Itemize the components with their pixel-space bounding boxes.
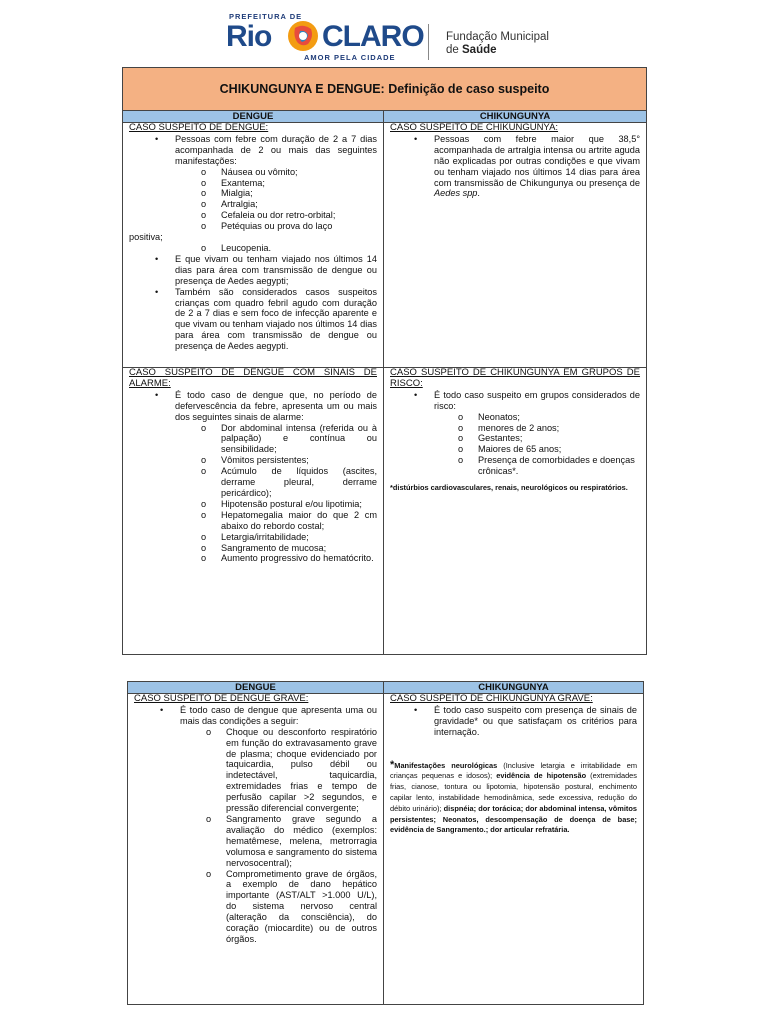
table-title: CHIKUNGUNYA E DENGUE: Definição de caso suspeito (123, 68, 647, 111)
dengue-severe-cell (128, 694, 384, 1005)
list-item: o Artralgia; (129, 199, 377, 210)
list-item: o Petéquias ou prova do laço (129, 221, 377, 232)
dengue-alarm-cell (123, 368, 384, 655)
risk-footnote: *distúrbios cardiovasculares, renais, neurológicos ou respiratórios. (390, 483, 628, 493)
list-item: o Sangramento grave segundo a avaliação do médico (exemplos: hematêmese, melena, metrorragia volumosa e sangramento do sistema nervosocentral); (134, 814, 377, 869)
logo-bubble-icon (286, 19, 320, 53)
list-item: • É todo caso suspeito em grupos considerados de risco: (390, 390, 640, 412)
list-item: o Hipotensão postural e/ou lipotimia; (129, 499, 377, 510)
logo-header (226, 10, 556, 66)
column-header-dengue: DENGUE (128, 682, 384, 694)
chikungunya-severe-cell (384, 694, 644, 1005)
fundacao-line2: de Saúde (446, 44, 497, 56)
list-item: • É todo caso de dengue que, no período de defervescência da febre, apresenta um ou mais dos seguintes sinais de alarme: (129, 390, 377, 423)
list-item: o Leucopenia. (129, 243, 377, 254)
severe-case-table (127, 681, 644, 1005)
list-item: o Acúmulo de líquidos (ascites, derrame pleural, derrame pericárdico); (129, 466, 377, 499)
section-heading: CASO SUSPEITO DE CHIKUNGUNYA GRAVE: (390, 693, 593, 704)
definition-table (122, 67, 647, 655)
list-item: • E que vivam ou tenham viajado nos últimos 14 dias para área com transmissão de dengue ou presença de Aedes aegypti; (129, 254, 377, 287)
claro-text: CLARO (322, 20, 424, 53)
list-item: • É todo caso de dengue que apresenta uma ou mais das condições a seguir: (134, 705, 377, 727)
list-item: o Letargia/irritabilidade; (129, 532, 377, 543)
list-item: o Neonatos; (390, 412, 640, 423)
dengue-suspect-cell (123, 123, 384, 368)
list-item: o Aumento progressivo do hematócrito. (129, 553, 377, 564)
list-item: • Pessoas com febre maior que 38,5° acompanhada de artralgia intensa ou artrite aguda não explicadas por outras condições e que vivam ou tenham viajado nos últimos 14 dias para área com transmissão de Chikungunya ou presença de Aedes spp. (390, 134, 640, 199)
list-item: o Náusea ou vômito; (129, 167, 377, 178)
list-item: o Hepatomegalia maior do que 2 cm abaixo do rebordo costal; (129, 510, 377, 532)
list-item: o Comprometimento grave de órgãos, a exemplo de dano hepático importante (AST/ALT >1.000 U/L), do sistema nervoso central (alteração da consciência), do coração (miocardite) ou de outros órgãos. (134, 869, 377, 945)
chikungunya-risk-cell (384, 368, 647, 655)
logo-divider (428, 24, 429, 60)
chikungunya-suspect-cell (384, 123, 647, 368)
list-item: o Exantema; (129, 178, 377, 189)
list-item: • É todo caso suspeito com presença de sinais de gravidade* ou que satisfaçam os critérios para internação. (390, 705, 637, 738)
list-item-continuation: positiva; (129, 232, 163, 243)
list-item: o Sangramento de mucosa; (129, 543, 377, 554)
list-item: o menores de 2 anos; (390, 423, 640, 434)
list-item: • Também são considerados casos suspeitos crianças com quadro febril agudo com duração de 2 a 7 dias e sem foco de infecção aparente e que vivam ou tenham viajado nos últimos 14 dias para área com transmissão de dengue ou presença de Aedes aegypti. (129, 287, 377, 352)
section-heading: CASO SUSPEITO DE CHIKUNGUNYA: (390, 122, 559, 133)
section-heading: CASO SUSPEITO DE DENGUE GRAVE: (134, 693, 309, 704)
list-item: o Maiores de 65 anos; (390, 444, 640, 455)
prefeitura-text: PREFEITURA DE (229, 12, 303, 21)
section-heading: CASO SUSPEITO DE DENGUE COM SINAIS DE ALARME: (129, 367, 377, 389)
list-item: o Dor abdominal intensa (referida ou à palpação) e contínua ou sensibilidade; (129, 423, 377, 456)
list-item: o Gestantes; (390, 433, 640, 444)
fundacao-line1: Fundação Municipal (446, 31, 549, 43)
severity-footnote: *Manifestações neurológicas (Inclusive letargia e irritabilidade em crianças pequenas e idosos); evidência de hipotensão (extremidades frias, cianose, tontura ou lipotomia, hipotensão postural, enchimento capilar lento, instabilidade hemodinâmica, sede excessiva, redução do débito urinário); dispnéia; dor torácica; dor abdominal intensa, vômitos persistentes; Neonatos, descompensação de doença de base; evidência de Sangramento.; dor articular refratária. (390, 758, 637, 835)
rio-text: Rio (226, 20, 272, 53)
slogan-text: AMOR PELA CIDADE (304, 53, 396, 62)
section-heading: CASO SUSPEITO DE DENGUE: (129, 122, 269, 133)
list-item: o Presença de comorbidades e doenças crônicas*. (390, 455, 640, 477)
section-heading: CASO SUSPEITO DE CHIKUNGUNYA EM GRUPOS DE RISCO: (390, 367, 641, 389)
column-header-chikungunya: CHIKUNGUNYA (384, 682, 644, 694)
column-header-chikungunya: CHIKUNGUNYA (384, 111, 647, 123)
list-item: o Cefaleia ou dor retro-orbital; (129, 210, 377, 221)
list-item: • Pessoas com febre com duração de 2 a 7 dias acompanhada de 2 ou mais das seguintes manifestações: (129, 134, 377, 167)
list-item: o Vômitos persistentes; (129, 455, 377, 466)
column-header-dengue: DENGUE (123, 111, 384, 123)
list-item: o Choque ou desconforto respiratório em função do extravasamento grave de plasma; choque evidenciado por taquicardia, pulso débil ou indetectável, taquicardia, extremidades frias e tempo de perfusão capilar >2 segundos, e pressão diferencial convergente; (134, 727, 377, 814)
list-item: o Mialgia; (129, 188, 377, 199)
